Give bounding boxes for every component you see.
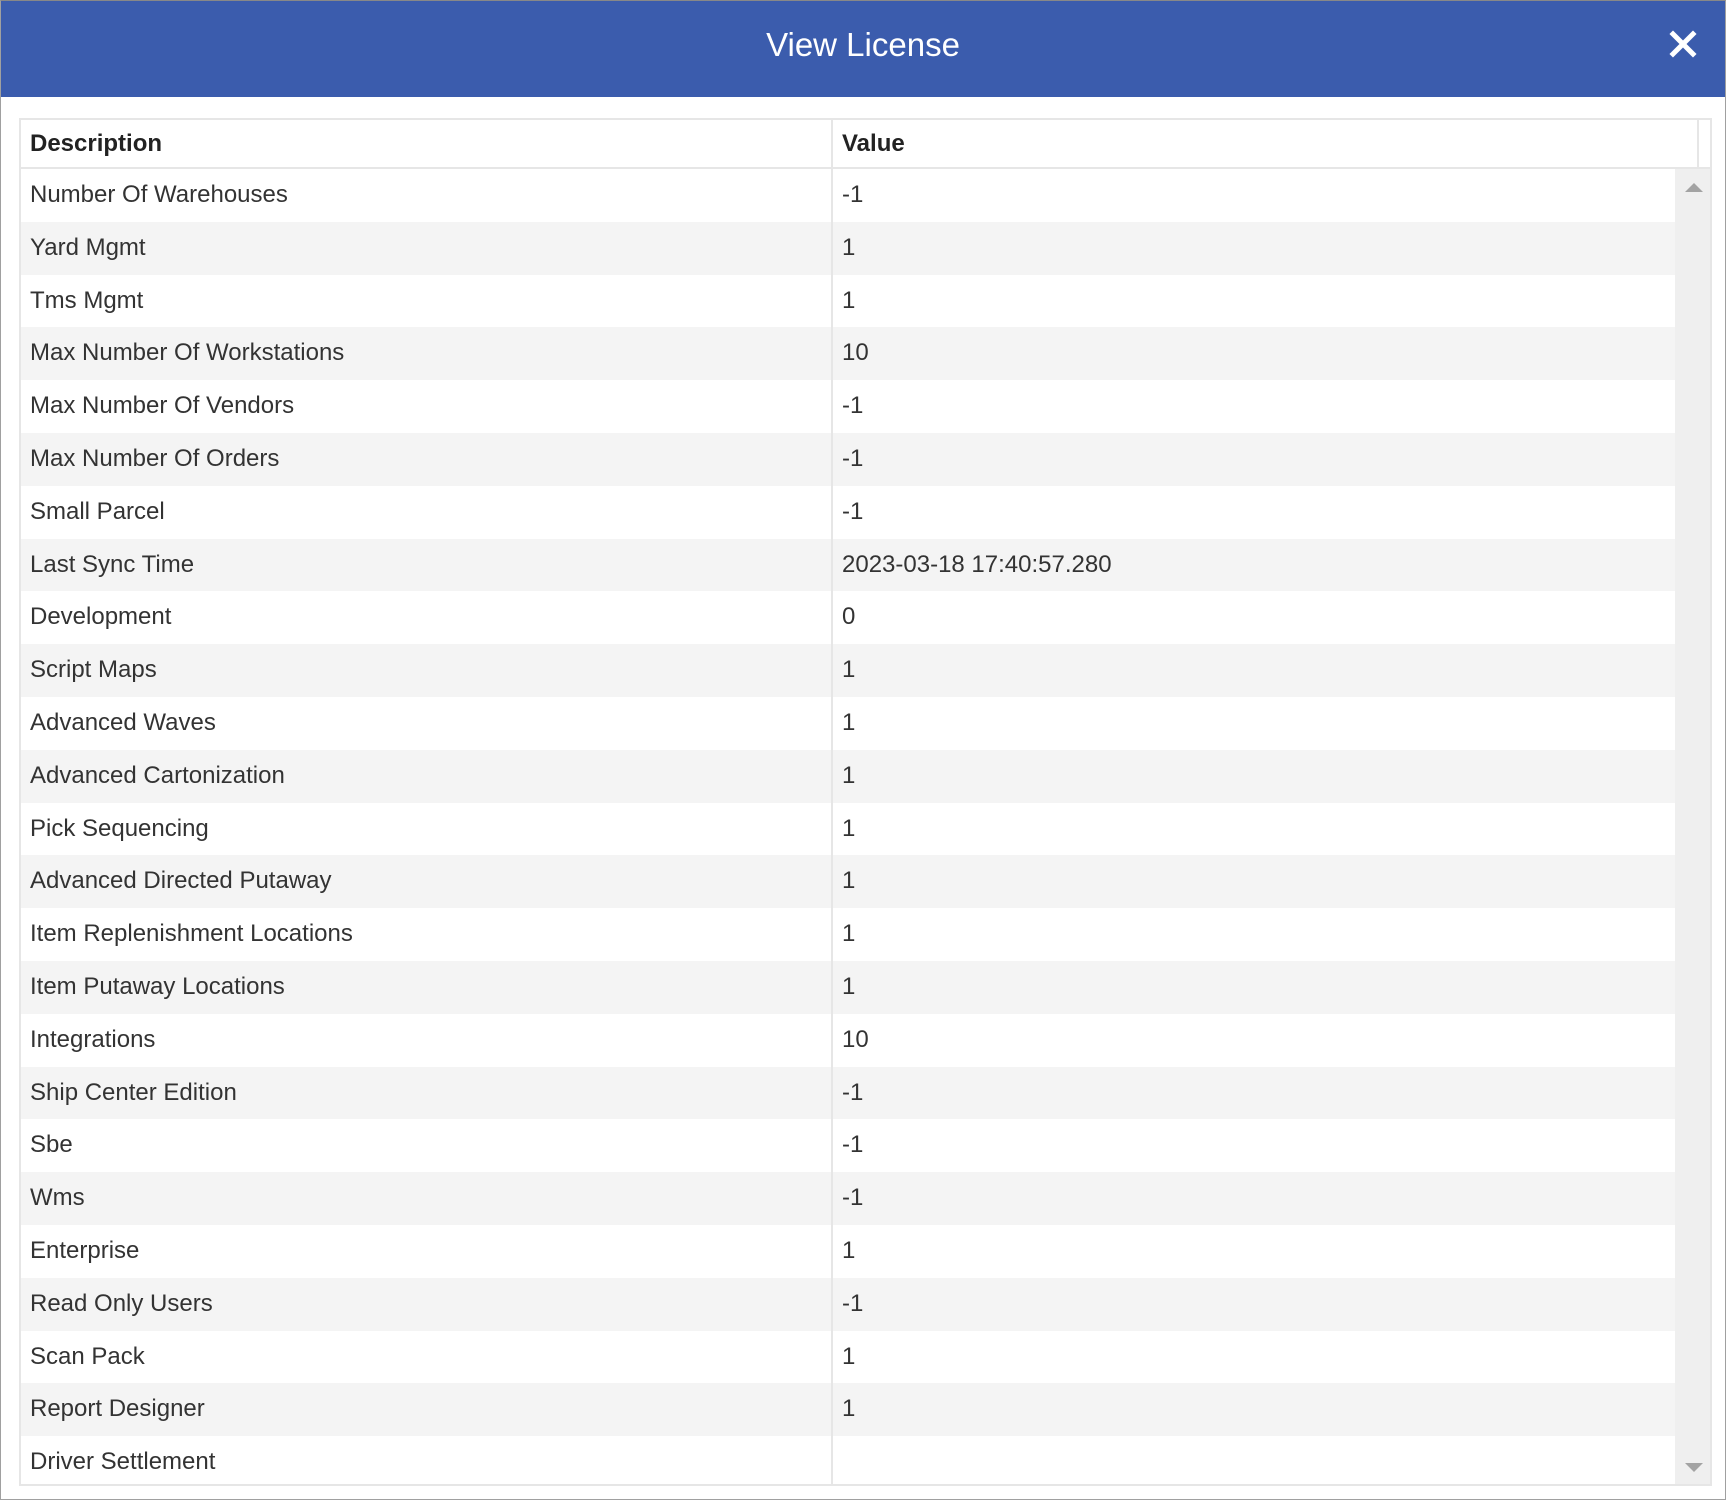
close-icon — [1669, 30, 1697, 58]
value-cell: 1 — [842, 233, 856, 261]
value-cell: 10 — [842, 339, 869, 367]
description-cell: Script Maps — [21, 644, 833, 697]
value-cell: 1 — [842, 1342, 856, 1370]
table-row[interactable] — [21, 908, 1678, 961]
value-cell: 1 — [842, 867, 856, 895]
value-cell: -1 — [842, 1131, 864, 1159]
column-header-description[interactable]: Description — [21, 120, 833, 167]
value-cell: 1 — [842, 972, 856, 1000]
description-cell: Advanced Directed Putaway — [21, 855, 833, 908]
value-cell: 10 — [842, 1025, 869, 1053]
column-header-value[interactable]: Value — [833, 120, 1699, 167]
table-row[interactable] — [21, 803, 1678, 856]
table-row[interactable] — [21, 1119, 1678, 1172]
description-cell: Integrations — [21, 1014, 833, 1067]
description-cell: Development — [21, 591, 833, 644]
description-cell: Last Sync Time — [21, 539, 833, 592]
value-cell: -1 — [842, 181, 864, 208]
description-cell: Max Number Of Workstations — [21, 327, 833, 380]
description-cell: Item Replenishment Locations — [21, 908, 833, 961]
dialog-header — [1, 1, 1725, 97]
vertical-scrollbar[interactable] — [1675, 169, 1710, 1484]
value-cell: 1 — [842, 814, 856, 842]
value-cell — [833, 1436, 1678, 1484]
description-cell: Tms Mgmt — [21, 275, 833, 328]
table-row[interactable] — [21, 644, 1678, 697]
value-cell: -1 — [842, 1184, 864, 1212]
description-cell: Sbe — [21, 1119, 833, 1172]
close-button[interactable] — [1669, 30, 1697, 58]
table-row[interactable] — [21, 1067, 1678, 1120]
description-cell: Advanced Cartonization — [21, 750, 833, 803]
description-cell: Yard Mgmt — [21, 222, 833, 275]
table-row[interactable] — [21, 539, 1678, 592]
table-row[interactable] — [21, 222, 1678, 275]
table-row[interactable] — [21, 327, 1678, 380]
scroll-down-arrow-icon[interactable] — [1685, 1463, 1703, 1472]
description-cell: Wms — [21, 1172, 833, 1225]
table-row[interactable] — [21, 750, 1678, 803]
table-row[interactable] — [21, 591, 1678, 644]
table-row[interactable] — [21, 1383, 1678, 1436]
table-body — [21, 169, 1678, 1484]
description-cell: Pick Sequencing — [21, 803, 833, 856]
table-row[interactable] — [21, 697, 1678, 750]
description-cell: Small Parcel — [21, 486, 833, 539]
value-cell: -1 — [842, 1078, 864, 1106]
description-cell: Ship Center Edition — [21, 1067, 833, 1120]
value-cell: 1 — [842, 656, 856, 684]
description-cell: Enterprise — [21, 1225, 833, 1278]
description-cell: Driver Settlement — [21, 1436, 833, 1484]
license-table — [19, 118, 1712, 1486]
table-row[interactable] — [21, 1331, 1678, 1384]
value-cell: 2023-03-18 17:40:57.280 — [842, 550, 1112, 578]
table-row[interactable] — [21, 961, 1678, 1014]
description-cell: Max Number Of Vendors — [21, 380, 833, 433]
scroll-up-arrow-icon[interactable] — [1685, 183, 1703, 192]
table-row[interactable] — [21, 1225, 1678, 1278]
value-cell: 1 — [842, 708, 856, 736]
table-row[interactable] — [21, 1172, 1678, 1225]
table-row[interactable] — [21, 1436, 1678, 1484]
table-row[interactable] — [21, 855, 1678, 908]
table-row[interactable] — [21, 486, 1678, 539]
table-row[interactable] — [21, 169, 1678, 222]
value-cell: 1 — [842, 1395, 856, 1423]
value-cell: 1 — [842, 1236, 856, 1264]
dialog-title: View License — [766, 26, 960, 63]
value-cell: 1 — [842, 920, 856, 948]
description-cell: Advanced Waves — [21, 697, 833, 750]
description-cell: Max Number Of Orders — [21, 433, 833, 486]
value-cell: 1 — [842, 761, 856, 789]
table-row[interactable] — [21, 380, 1678, 433]
table-header — [21, 120, 1710, 169]
table-row[interactable] — [21, 275, 1678, 328]
value-cell: -1 — [842, 497, 864, 525]
description-cell: Scan Pack — [21, 1331, 833, 1384]
table-row[interactable] — [21, 1014, 1678, 1067]
description-cell: Number Of Warehouses — [21, 169, 833, 222]
value-cell: -1 — [842, 392, 864, 420]
description-cell: Read Only Users — [21, 1278, 833, 1331]
value-cell: 1 — [842, 286, 856, 314]
description-cell: Report Designer — [21, 1383, 833, 1436]
value-cell: -1 — [842, 444, 864, 472]
table-row[interactable] — [21, 1278, 1678, 1331]
table-row[interactable] — [21, 433, 1678, 486]
value-cell: -1 — [842, 1289, 864, 1317]
value-cell: 0 — [842, 603, 856, 631]
description-cell: Item Putaway Locations — [21, 961, 833, 1014]
